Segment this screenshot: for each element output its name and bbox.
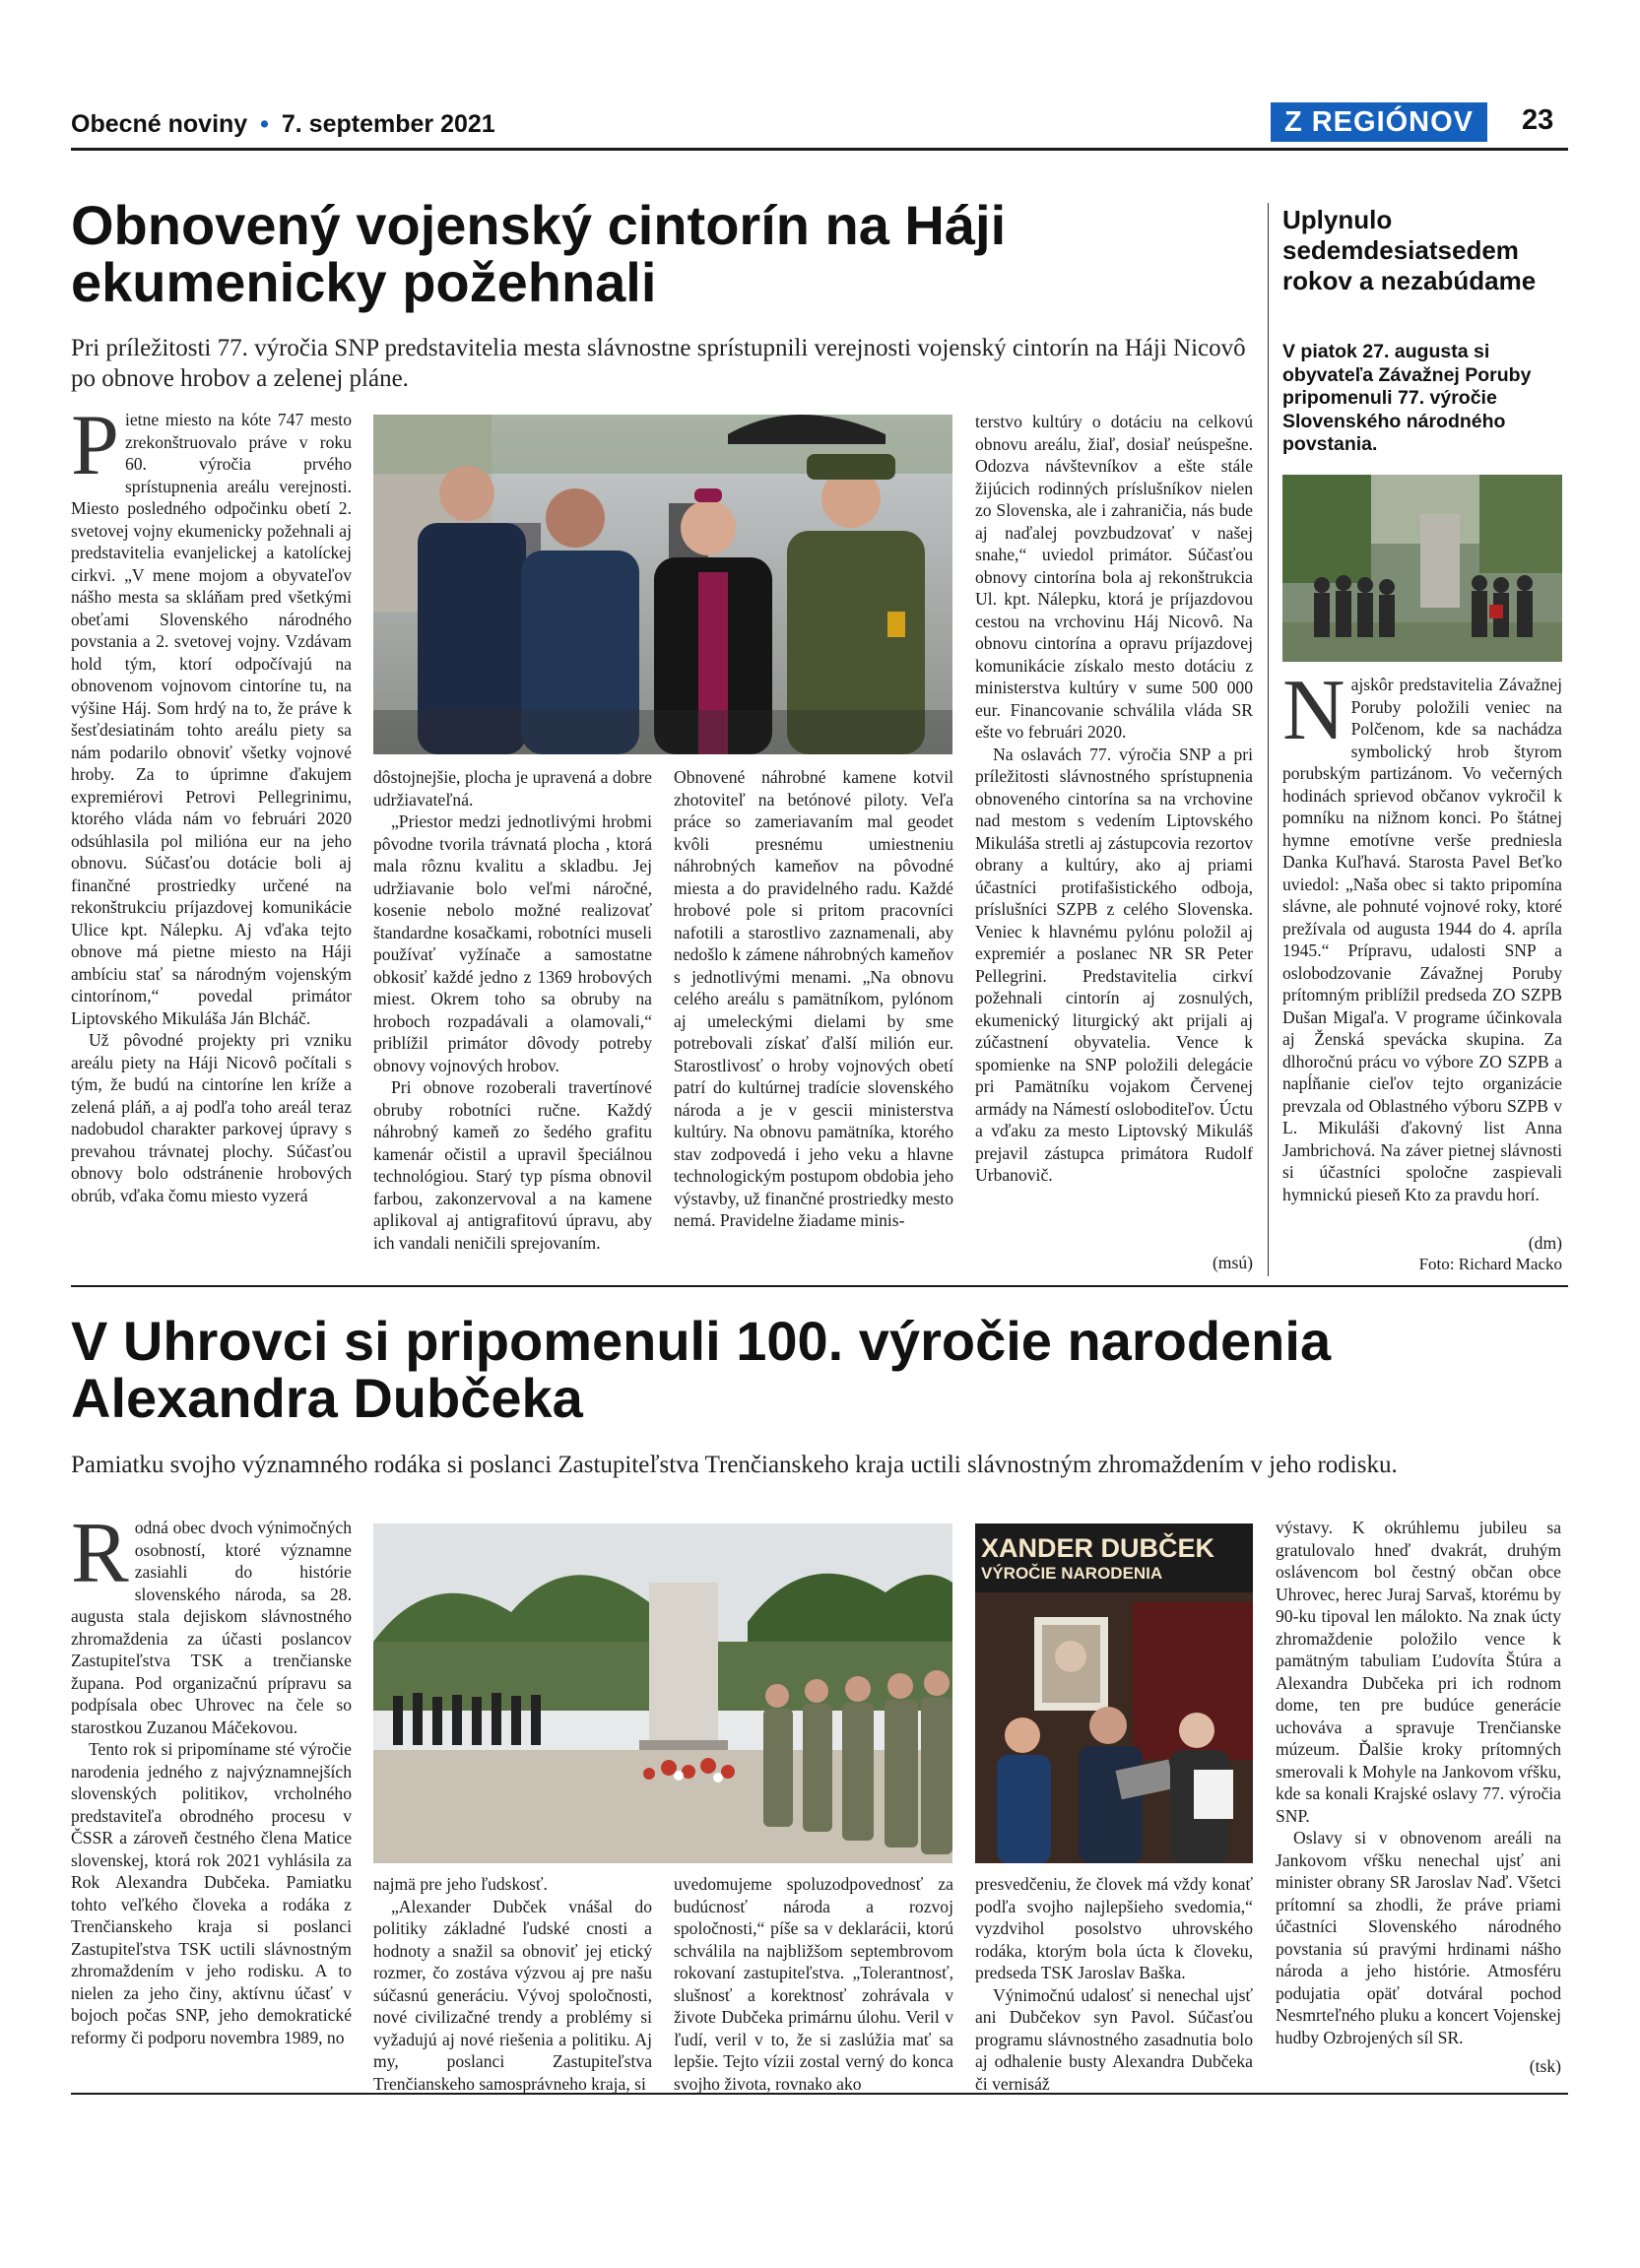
section-label <box>1271 102 1487 142</box>
article1-column1 <box>71 398 352 1275</box>
article2-headline-line2: Alexandra Dubčeka <box>71 1367 583 1429</box>
article1-col2-para2: „Priestor medzi jednotlivými hrobmi pôvodne tvorila trávnatá plocha , ktorá mala rôznu kvalitu a skladbu. Jej udržiavanie bolo veľmi náročné, kosenie nebolo možné realizovať štandardne kosačkami, robotníci museli používať vyžínače a samostatne obkosiť každé jedno z 1369 hrobových miest. Okrem toho sa obruby na hroboch rozpadávali a olamovali,“ priblížil primátor dôvody potreby obnovy vojnových hrobov. <box>373 811 652 1075</box>
issue-date: 7. september 2021 <box>281 110 495 138</box>
sidebar-divider <box>1268 203 1269 1276</box>
article2-dropcap: R <box>71 1506 129 1601</box>
footer-rule <box>71 2093 1568 2095</box>
sidebar-photo <box>1282 475 1562 662</box>
article1-photo <box>373 415 952 754</box>
article1-col2-para3: Pri obnove rozoberali travertínové obruby robotníci ručne. Každý náhrobný kameň zo šedého grafitu kamenár očistil a upravil špeciálnou technológiou. Starý typ písma obnovil farbou, zakonzervoval a na kamene aplikoval aj antigrafitovú úpravu, aby ich vandali neničili sprejovaním. <box>373 1077 652 1253</box>
article2-col3-para1: uvedomujeme spoluzodpovednosť za budúcnosť národa a rozvoj spoločnosti,“ píše sa v deklarácii, ktorú schválila na najbližšom septembrovom rokovaní zastupiteľstva. „Tolerantnosť, slušnosť a korektnosť zohrávala v živote Dubčeka primárnu úlohu. Veril v ľudí, veril v to, že si zaslúžia mať sa lepšie. Tejto vízii zostal verný do konca svojho života, rovnako ako <box>674 1874 953 2094</box>
unveiling-banner-line1: XANDER DUBČEK <box>981 1533 1215 1563</box>
article2-photo-memorial <box>373 1523 952 1863</box>
article2-col4-para2: Výnimočnú udalosť si nenechal ujsť ani Dubčekov syn Pavol. Súčasťou programu slávnostného zasadnutia bolo aj odhalenie busty Alexandra Dubčeka či vernisáž <box>975 1984 1253 2094</box>
article1-col2-para1: dôstojnejšie, plocha je upravená a dobre udržiavateľná. <box>373 767 652 810</box>
page-number: 23 <box>1522 104 1554 136</box>
article1-headline-line2: ekumenicky požehnali <box>71 251 657 313</box>
article1-column3 <box>674 766 953 1278</box>
header-publication <box>71 110 495 139</box>
article2-column2 <box>373 1873 652 2094</box>
publication-name: Obecné noviny <box>71 110 248 138</box>
sidebar-body <box>1282 663 1562 1240</box>
article1-col1-para1: ietne miesto na kóte 747 mesto zrekonštruovalo práve v roku 60. výročia prvého sprístupnenia areálu verejnosti. Miesto posledného odpočinku obetí 2. svetovej vojny ekumenicky požehnali aj predstavitelia evanjelickej a katolíckej cirkvi. „V mene mojom a obyvateľov nášho mesta sa skláňam pred všetkými obeťami Slovenského národného povstania a 2. svetovej vojny. Vzdávam hold tým, ktorí odpočívajú na obnovenom vojnovom cintoríne tu, na výšine Háj. Som hrdý na to, že práve k šesťdesiatinám tohto areálu piety sa nám podarilo obnoviť všetky vojnové hroby. Za to úprimne ďakujem expremiérovi Petrovi Pellegrinimu, ktorého vláda nám vo februári 2020 odsúhlasila pol milióna eur na jeho obnovu. Súčasťou dotácie boli aj finančné prostriedky určené na rekonštrukciu príjazdovej komunikácie Ulice kpt. Nálepku. Aj vďaka tejto obnove má pietne miesto na Háji ambíciu stať sa národným vojenským cintorínom,“ povedal primátor Liptovského Mikuláša Ján Blcháč. <box>71 410 352 1028</box>
sidebar-dropcap: N <box>1282 663 1345 758</box>
article2-col1-para2: Tento rok si pripomíname sté výročie narodenia jedného z najvýznamnejších slovenských politikov, vrcholného predstaviteľa obrodného procesu v ČSSR a zároveň čestného člena Matice slovenskej, ktorá rok 2021 vyhlásila za Rok Alexandra Dubčeka. Pamiatku tohto veľkého človeka a rodáka z Trenčianskeho kraja si poslanci Zastupiteľstva TSK uctili slávnostným zhromaždením v jeho rodisku. A to nielen za jeho činy, aktívnu účasť v bojoch počas SNP, jeho demokratické reformy či podporu novembra 1989, no <box>71 1739 352 2047</box>
article1-lead: Pri príležitosti 77. výročia SNP predstavitelia mesta slávnostne sprístupnili verejnosti vojenský cintorín na Háji Nicovô po obnove hrobov a zelenej pláne. <box>71 335 1246 392</box>
article2-signature: (tsk) <box>1529 2056 1561 2076</box>
article1-col4-para2: Na oslavách 77. výročia SNP a pri príležitosti slávnostného sprístupnenia obnoveného cintorína sa na vrchovine nad mestom s vedením Liptovského Mikuláša stretli aj zástupcovia rezortov obrany a kultúry, ako aj priami účastníci protifašistického odboja, príslušníci SZPB z celého Slovenska. Veniec k hlavnému pylónu položil aj expremiér a poslanec NR SR Peter Pellegrini. Predstavitelia cirkví požehnali cintorín aj zosnulých, ekumenický liturgický akt prijali aj zúčastnení obyvatelia. Vence k spomienke na SNP položili delegácie pri Pamätníku vojakom Červenej armády na Námestí osloboditeľov. Úctu a vďaku za mesto Liptovský Mikuláš prejavil zástupca primátora Rudolf Urbanovič. <box>975 744 1253 1185</box>
article1-column4 <box>975 411 1253 1256</box>
unveiling-banner <box>975 1533 1259 1585</box>
article2-photo-unveiling <box>975 1523 1253 1863</box>
article-separator <box>71 1285 1568 1287</box>
section-label-text: Z REGIÓNOV <box>1283 106 1475 138</box>
sidebar-signature: (dm) <box>1528 1233 1562 1253</box>
header-rule <box>71 148 1568 151</box>
article1-signature: (msú) <box>1212 1253 1253 1272</box>
article2-col2-para2: „Alexander Dubček vnášal do politiky základné ľudské cnosti a hodnoty a snažil sa obnoviť jej etický rozmer, čo zostáva výzvou aj pre našu súčasnú generáciu. Vývoj spoločnosti, nové civilizačné trendy a problémy si vyžadujú aj nové riešenia a politiku. Aj my, poslanci Zastupiteľstva Trenčianskeho samosprávneho kraja, si <box>373 1896 652 2094</box>
article2-headline <box>71 1310 1548 1429</box>
article2-col2-para1: najmä pre jeho ľudskosť. <box>373 1874 548 1894</box>
article2-lead: Pamiatku svojho významného rodáka si poslanci Zastupiteľstva Trenčianskeho kraja uctili slávnostným zhromaždením v jeho rodisku. <box>71 1452 1398 1478</box>
article1-col1-para2: Už pôvodné projekty pri vzniku areálu piety na Háji Nicovô počítali s tým, že budú na cintoríne len kríže a zelená pláň, a aj podľa toho areál teraz nadobudol charakter parkovej úpravy s prevahou trávnatej plochy. Súčasťou obnovy bolo odstránenie hrobových obrúb, vďaka čomu miesto vyzerá <box>71 1030 352 1205</box>
header-bullet: • <box>260 110 269 138</box>
article2-column3 <box>674 1873 953 2094</box>
memorial-soldiers-illustration <box>373 1523 952 1863</box>
article2-column5 <box>1276 1517 1561 2058</box>
sidebar-photo-credit: Foto: Richard Macko <box>1418 1255 1562 1273</box>
unveiling-banner-line2: VÝROČIE NARODENIA <box>981 1564 1163 1583</box>
ceremony-photo-illustration <box>373 415 952 754</box>
article2-headline-line1: V Uhrovci si pripomenuli 100. výročie narodenia <box>71 1310 1332 1372</box>
article1-col3-para1: Obnovené náhrobné kamene kotvil zhotoviteľ na betónové piloty. Veľa práce so zameriavaním mal geodet kvôli presnému umiestneniu náhrobných kameňov na pôvodné miesta a do pravidelného radu. Každé hrobové pole si pritom pracovníci nafotili a starostlivo zaznamenali, aby nedošlo k zámene náhrobných kameňov s jednotlivými menami. „Na obnovu celého areálu s pamätníkom, pylónom aj umeleckými dielami by sme potrebovali získať ďalší milión eur. Starostlivosť o hroby vojnových obetí patrí do kultúrnej tradície slovenského národa a je v gescii ministerstva kultúry. Na obnovu pamätníka, ktorého stav zodpovedá i jeho veku a hlavne technologickým postupom obdobia jeho výstavby, už finančné prostriedky mesto nemá. Pravidelne žiadame minis- <box>674 767 953 1230</box>
article2-column1 <box>71 1506 352 2078</box>
sidebar-body-text: ajskôr predstavitelia Závažnej Poruby položili veniec na Polčenom, kde sa nachádza symbolický hrob štyrom porubským partizánom. Vo večerných hodinách sprievod občanov vykročil k pomníku na nižnom konci. Po štátnej hymne emotívne verše predniesla Danka Kuľhavá. Starosta Pavel Beťko uviedol: „Naša obec si takto pripomína slávne, ale pohnuté vojnové roky, ktoré prežívala od augusta 1944 do 4. apríla 1945.“ Prípravu, udalosti SNP a oslobodzovanie Závažnej Poruby prítomným priblížil predseda ZO SZPB Dušan Migaľa. V programe účinkovala aj Ženská spevácka skupina. Za dlhoročnú prácu vo výbore ZO SZPB a napĺňanie cieľov tejto organizácie prevzala od Oblastného výboru SZPB v L. Mikuláši ďakovný list Anna Jambrichová. Na záver pietnej slávnosti si účastníci spoločne zaspievali hymnickú pieseň Kto za pravdu horí. <box>1282 675 1562 1204</box>
sidebar-headline: Uplynulo sedemdesiatsedem rokov a nezabúdame <box>1282 205 1537 295</box>
article2-col1-para1: odná obec dvoch výnimočných osobností, ktoré významne zasiahli do histórie slovenského národa, sa 28. augusta stala dejiskom slávnostného zhromaždenia za účasti poslancov Zastupiteľstva TSK a trenčianske župana. Pod organizačnú prípravu sa podpísala obec Uhrovec na čele so starostkou Zuzanou Máčekovou. <box>71 1518 352 1737</box>
article1-col4-para1: terstvo kultúry o dotáciu na celkovú obnovu areálu, žiaľ, dosiaľ neúspešne. Odozva návštevníkov a ešte stále žijúcich rodinných príslušníkov nielen zo Slovenska, ale i zahraničia, nás bude aj naďalej povzbudzovať v našej snahe,“ uviedol primátor. Súčasťou obnovy cintorína bola aj rekonštrukcia Ul. kpt. Nálepku, ktorá je príjazdovou cestou na vrchovinu Háj Nicovô. Na obnovu cintorína a opravu príjazdovej komunikácie získalo mesto dotáciu z ministerstva kultúry v sume 500 000 eur. Financovanie schválila vláda SR ešte vo februári 2020. <box>975 412 1253 742</box>
article1-column2 <box>373 766 652 1278</box>
article1-headline-line1: Obnovený vojenský cintorín na Háji <box>71 194 1007 256</box>
article2-column4 <box>975 1873 1253 2094</box>
memorial-photo-illustration <box>1282 475 1562 662</box>
article1-dropcap: P <box>71 398 119 493</box>
article2-col5-para2: Oslavy si v obnovenom areáli na Jankovom vŕšku nenechal ujsť ani minister obrany SR Jaroslav Naď. Všetci prítomní sa zhodli, že práve priami účastníci Slovenského národného povstania sú pravými hrdinami nášho národa a jeho histórie. Atmosféru podujatia opäť dotváral pochod Nesmrteľného pluku a koncert Vojenskej hudby Ozbrojených síl SR. <box>1276 1828 1561 2047</box>
article2-col4-para1: presvedčeniu, že človek má vždy konať podľa svojho najlepšieho svedomia,“ vyzdvihol posolstvo uhrovského rodáka, ktorým bola úcta k človeku, predseda TSK Jaroslav Baška. <box>975 1874 1253 1982</box>
article2-col5-para1: výstavy. K okrúhlemu jubileu sa gratulovalo hneď dvakrát, druhým oslávencom bol čestný občan obce Uhrovec, herec Juraj Sarvaš, ktorému by 90-ku tipoval len málokto. Na znak úcty zhromaždenie položilo vence k pamätným tabuliam Ľudovíta Štúra a Alexandra Dubčeka pri ich rodnom dome, ten pre budúce generácie uchováva a spravuje Trenčianske múzeum. Ďalšie kroky prítomných smerovali k Mohyle na Jankovom vŕšku, kde sa konali Krajské oslavy 77. výročia SNP. <box>1276 1518 1561 1826</box>
sidebar-subhead: V piatok 27. augusta si obyvateľa Závažnej Poruby pripomenuli 77. výročie Slovenského národného povstania. <box>1282 341 1532 455</box>
article1-headline <box>71 194 1253 313</box>
